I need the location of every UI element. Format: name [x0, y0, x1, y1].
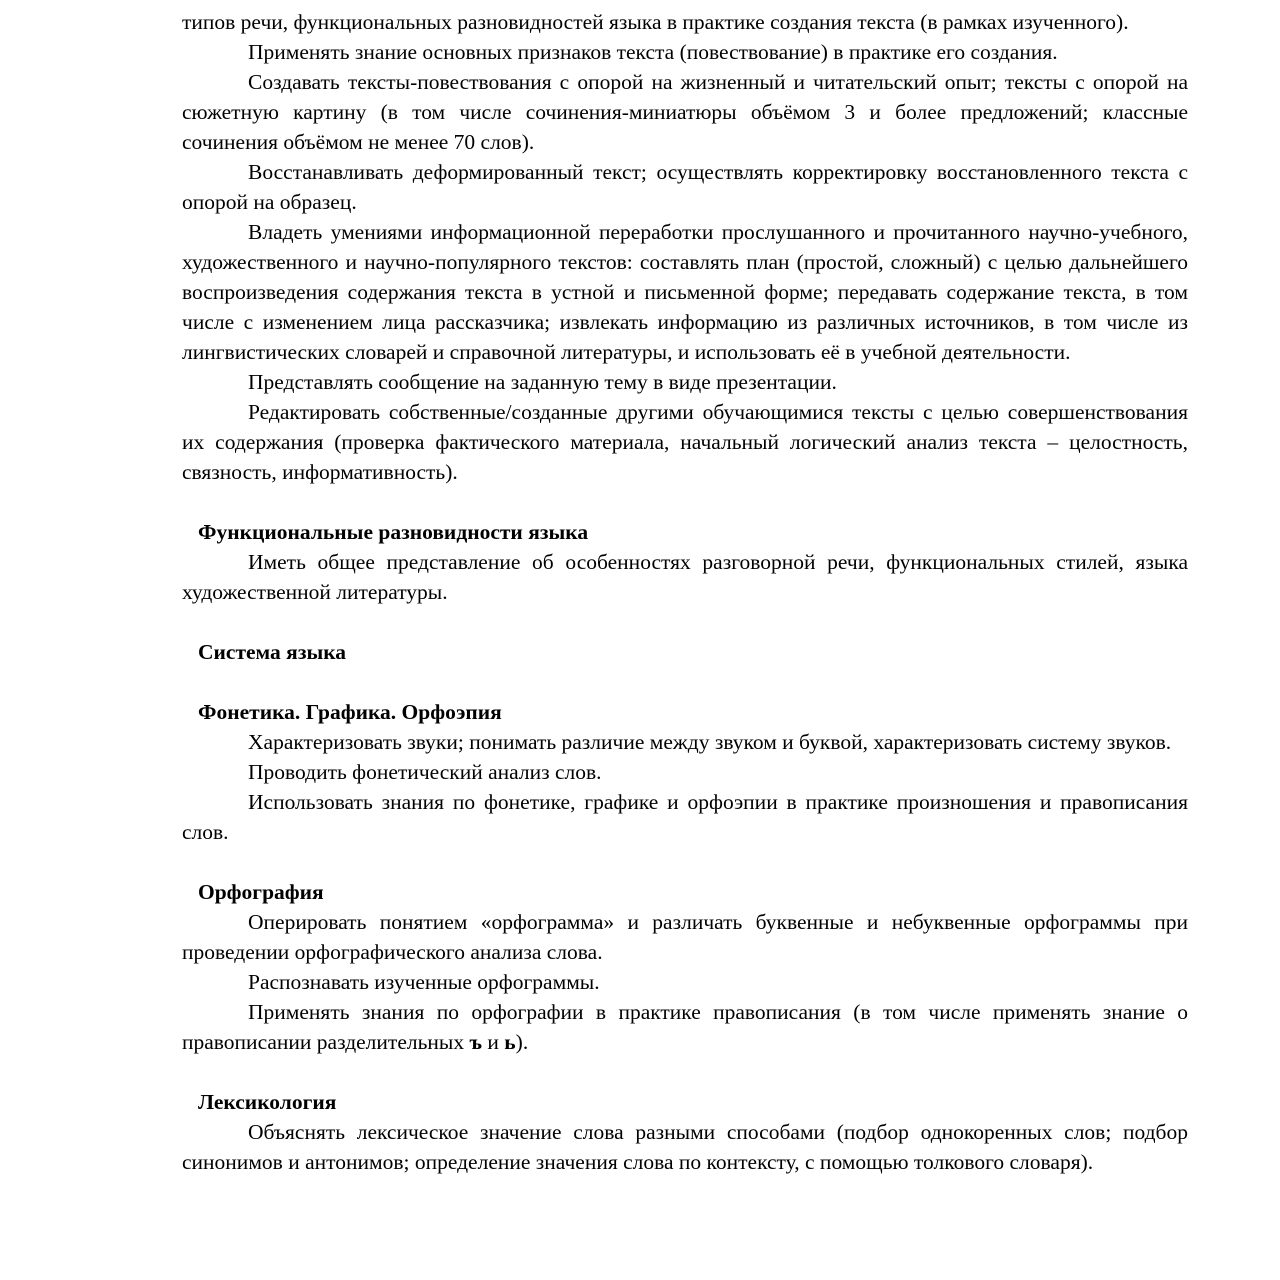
- paragraph-recognize-studied-orthograms: Распознавать изученные орфограммы.: [248, 970, 600, 994]
- paragraph-phonetic-analysis: Проводить фонетический анализ слов.: [248, 760, 602, 784]
- paragraph-apply-orthography-knowledge-segment-3: ь: [504, 1030, 516, 1054]
- spacer-before-lexicology: [182, 1057, 1188, 1087]
- paragraph-operate-orthogram-concept: Оперировать понятием «орфограмма» и различать буквенные и небуквенные орфограммы при проведении орфографического анализа слова.: [182, 910, 1188, 964]
- paragraph-use-phonetics-knowledge: Использовать знания по фонетике, графике и орфоэпии в практике произношения и правописания слов.: [182, 790, 1188, 844]
- heading-orthography: Орфография: [198, 880, 324, 904]
- heading-lexicology: Лексикология: [198, 1090, 337, 1114]
- paragraph-edit-own-texts: Редактировать собственные/созданные другими обучающимися тексты с целью совершенствования их содержания (проверка фактического материала, начальный логический анализ текста – целостность, связность, информативность).: [182, 400, 1188, 484]
- paragraph-apply-orthography-knowledge-segment-1: ъ: [469, 1030, 483, 1054]
- spacer-before-phonetics: [182, 667, 1188, 697]
- heading-functional-varieties-of-language: Функциональные разновидности языка: [198, 520, 589, 544]
- paragraph-apply-orthography-knowledge-segment-4: ).: [515, 1030, 529, 1054]
- paragraph-apply-orthography-knowledge-segment-0: Применять знания по орфографии в практике правописания (в том числе применять знание о правописании разделительных: [182, 1000, 1188, 1054]
- paragraph-general-idea-colloquial-speech: Иметь общее представление об особенностях разговорной речи, функциональных стилей, языка художественной литературы.: [182, 550, 1188, 604]
- heading-phonetics-graphics-orthoepy: Фонетика. Графика. Орфоэпия: [198, 700, 502, 724]
- paragraph-continued-types-of-speech: типов речи, функциональных разновидностей языка в практике создания текста (в рамках изученного).: [182, 10, 1129, 34]
- paragraph-create-narrative-texts: Создавать тексты-повествования с опорой на жизненный и читательский опыт; тексты с опорой на сюжетную картину (в том числе сочинения-миниатюры объёмом 3 и более предложений; классные сочинения объёмом не менее 70 слов).: [182, 70, 1188, 154]
- spacer-before-language-system: [182, 607, 1188, 637]
- paragraph-apply-text-features: Применять знание основных признаков текста (повествование) в практике его создания.: [248, 40, 1058, 64]
- paragraph-characterize-sounds: Характеризовать звуки; понимать различие между звуком и буквой, характеризовать систему звуков.: [248, 730, 1172, 754]
- paragraph-explain-lexical-meaning: Объяснять лексическое значение слова разными способами (подбор однокоренных слов; подбор синонимов и антонимов; определение значения слова по контексту, с помощью толкового словаря).: [182, 1120, 1188, 1174]
- paragraph-information-processing-skills: Владеть умениями информационной переработки прослушанного и прочитанного научно-учебного, художественного и научно-популярного текстов: составлять план (простой, сложный) с целью дальнейшего воспроизведения содержания текста в устной и письменной форме; передавать содержание текста, в том числе с изменением лица рассказчика; извлекать информацию из различных источников, в том числе из лингвистических словарей и справочной литературы, и использовать её в учебной деятельности.: [182, 220, 1188, 364]
- spacer-before-functional-varieties: [182, 487, 1188, 517]
- heading-language-system: Система языка: [198, 640, 347, 664]
- paragraph-apply-orthography-knowledge-segment-2: и: [482, 1030, 505, 1054]
- spacer-before-orthography: [182, 847, 1188, 877]
- paragraph-apply-orthography-knowledge: [182, 997, 1188, 1057]
- paragraph-restore-deformed-text: Восстанавливать деформированный текст; осуществлять корректировку восстановленного текста с опорой на образец.: [182, 160, 1188, 214]
- paragraph-present-message-presentation: Представлять сообщение на заданную тему в виде презентации.: [248, 370, 837, 394]
- document-text-body: [182, 0, 1188, 1177]
